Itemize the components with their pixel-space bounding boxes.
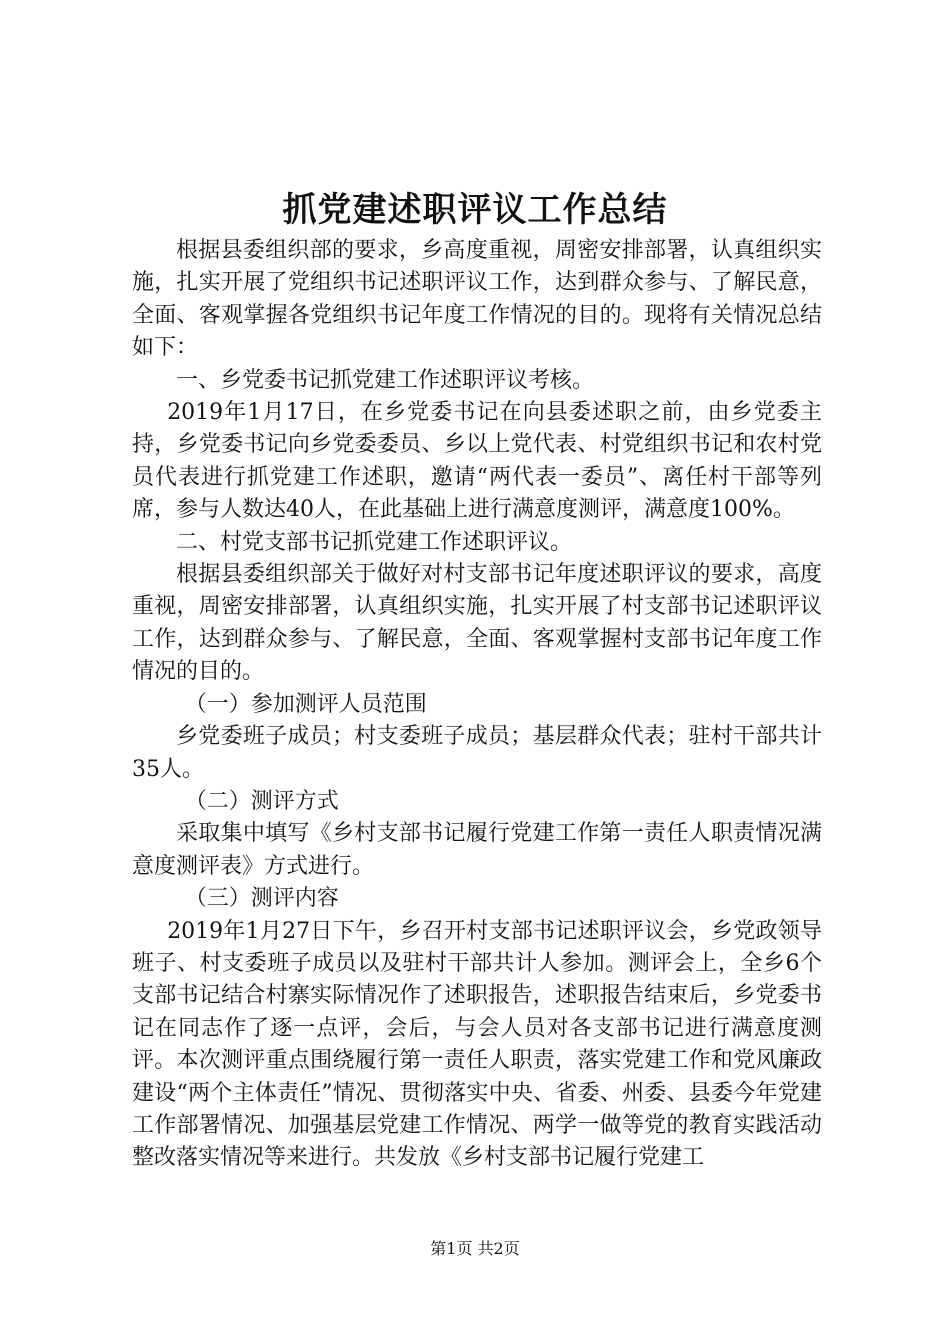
paragraph-section-2: 根据县委组织部关于做好对村支部书记年度述职评议的要求，高度重视，周密安排部署，认真组织实施，扎实开展了村支部书记述职评议工作，达到群众参与、了解民意，全面、客观掌握村支部书记年度工作情况的目的。	[132, 562, 822, 685]
paragraph-subsection-1: 乡党委班子成员；村支委班子成员；基层群众代表；驻村干部共计35人。	[132, 724, 822, 782]
page-footer: 第1页 共2页	[430, 1239, 520, 1258]
section-heading-1: 一、乡党委书记抓党建工作述职评议考核。	[176, 367, 595, 393]
paragraph-subsection-3: 2019年1月27日下午，乡召开村支部书记述职评议会，乡党政领导班子、村支委班子成员以及驻村干部共计人参加。测评会上，全乡6个支部书记结合村寨实际情况作了述职报告，述职报告结束后，乡党委书记在同志作了逐一点评，会后，与会人员对各支部书记进行满意度测评。本次测评重点围绕履行第一责任人职责，落实党建工作和党风廉政建设“两个主体责任”情况、贯彻落实中央、省委、州委、县委今年党建工作部署情况、加强基层党建工作情况、两学一做等党的教育实践活动整改落实情况等来进行。共发放《乡村支部书记履行党建工	[132, 918, 822, 1171]
paragraph-subsection-2: 采取集中填写《乡村支部书记履行党建工作第一责任人职责情况满意度测评表》方式进行。	[132, 821, 822, 879]
subheading-1: （一）参加测评人员范围	[184, 691, 427, 717]
document-body	[132, 235, 822, 1175]
subheading-2: （二）测评方式	[184, 788, 339, 814]
paragraph-section-1: 2019年1月17日，在乡党委书记在向县委述职之前，由乡党委主持，乡党委书记向乡党委委员、乡以上党代表、村党组织书记和农村党员代表进行抓党建工作述职，邀请“两代表一委员”、离任村干部等列席，参与人数达40人，在此基础上进行满意度测评，满意度100%。	[132, 400, 822, 523]
section-heading-2: 二、村党支部书记抓党建工作述职评议。	[176, 529, 573, 555]
subheading-3: （三）测评内容	[184, 886, 339, 912]
document-title: 抓党建述职评议工作总结	[282, 190, 668, 230]
paragraph-intro: 根据县委组织部的要求，乡高度重视，周密安排部署，认真组织实施，扎实开展了党组织书记述职评议工作，达到群众参与、了解民意，全面、客观掌握各党组织书记年度工作情况的目的。现将有关情况总结如下：	[132, 238, 822, 361]
